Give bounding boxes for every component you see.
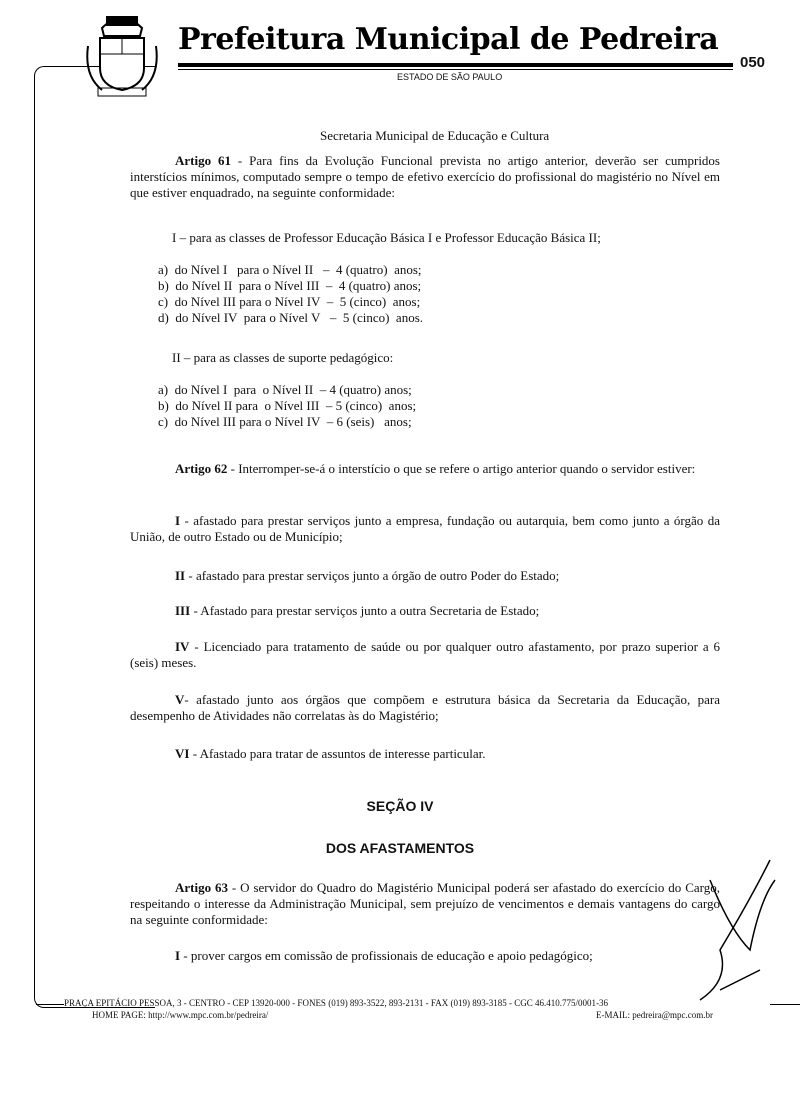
footer-email: E-MAIL: pedreira@mpc.com.br (596, 1010, 713, 1020)
article-61: Artigo 61 - Para fins da Evolução Funcional prevista no artigo anterior, deverão ser cumpridos interstícios mínimos, computado sempre o tempo de efetivo exercício do profissional do magistério no Nível em que estiver enquadrado, na seguinte conformidade: (130, 153, 720, 200)
article-63-item: I - prover cargos em comissão de profissionais de educação e apoio pedagógico; (175, 948, 593, 963)
header-rule-thin (178, 69, 733, 70)
coat-of-arms-logo (82, 6, 162, 98)
list-item: a) do Nível I para o Nível II – 4 (quatro) anos; (158, 382, 412, 397)
article-62-item: VI - Afastado para tratar de assuntos de interesse particular. (175, 746, 486, 761)
section-heading: SEÇÃO IV (366, 798, 434, 814)
item-ii: II – para as classes de suporte pedagógico: (172, 350, 394, 365)
list-item: b) do Nível II para o Nível III – 4 (quatro) anos; (158, 278, 422, 293)
article-63: Artigo 63 - O servidor do Quadro do Magistério Municipal poderá ser afastado do exercício do Cargo, respeitando o interesse da Administração Municipal, sem prejuízo de vencimentos e demais vantagens do cargo na seguinte conformidade: (130, 880, 720, 927)
list-item: a) do Nível I para o Nível II – 4 (quatro) anos; (158, 262, 422, 277)
footer-line-left (36, 1004, 64, 1005)
article-62-item: V- afastado junto aos órgãos que compõem e estrutura básica da Secretaria da Educação, para desempenho de Atividades não correlatas às do Magistério; (130, 692, 720, 723)
department-heading: Secretaria Municipal de Educação e Cultura (320, 128, 550, 143)
footer-homepage: HOME PAGE: http://www.mpc.com.br/pedreira/ (92, 1010, 269, 1020)
header-title: Prefeitura Municipal de Pedreira (178, 22, 719, 57)
list-item: d) do Nível IV para o Nível V – 5 (cinco) anos. (158, 310, 424, 325)
footer-address: PRAÇA EPITÁCIO PESSOA, 3 - CENTRO - CEP 13920-000 - FONES (019) 893-3522, 893-2131 - FAX (019) 893-3185 - CGC 46.410.775/0001-36 (64, 998, 609, 1008)
footer-line-right (770, 1004, 800, 1005)
list-item: c) do Nível III para o Nível IV – 5 (cinco) anos; (158, 294, 421, 309)
list-levels-2 (158, 382, 416, 430)
article-62-item: I - afastado para prestar serviços junto a empresa, fundação ou autarquia, bem como junto a órgão da União, de outro Estado ou de Município; (130, 513, 720, 544)
article-62-item: IV - Licenciado para tratamento de saúde ou por qualquer outro afastamento, por prazo superior a 6 (seis) meses. (130, 639, 720, 670)
page-number: 050 (740, 54, 766, 71)
signature (690, 840, 780, 1020)
list-levels-1 (158, 262, 423, 326)
item-i: I – para as classes de Professor Educação Básica I e Professor Educação Básica II; (172, 230, 601, 245)
article-62-item: III - Afastado para prestar serviços junto a outra Secretaria de Estado; (175, 603, 540, 618)
header-rule (178, 63, 733, 67)
article-62: Artigo 62 - Interromper-se-á o interstício o que se refere o artigo anterior quando o servidor estiver: (175, 461, 696, 476)
list-item: c) do Nível III para o Nível IV – 6 (seis) anos; (158, 414, 412, 429)
header-state: ESTADO DE SÃO PAULO (397, 72, 503, 82)
article-62-item: II - afastado para prestar serviços junto a órgão de outro Poder do Estado; (175, 568, 560, 583)
list-item: b) do Nível II para o Nível III – 5 (cinco) anos; (158, 398, 417, 413)
section-title: DOS AFASTAMENTOS (325, 840, 475, 856)
